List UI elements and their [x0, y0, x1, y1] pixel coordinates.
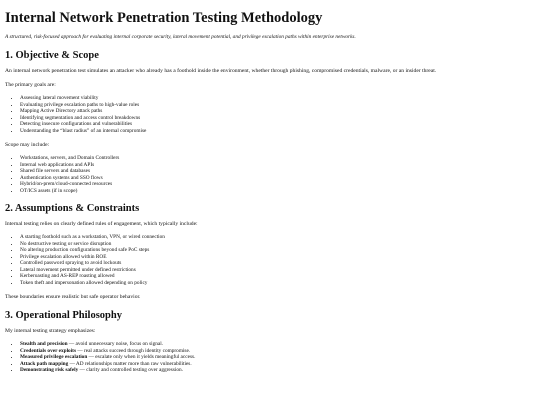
item-term: Credentials over exploits	[20, 347, 77, 354]
item-desc: — avoid unnecessary noise, focus on signal.	[67, 341, 164, 347]
list-item: • Lateral movement permitted under defined restrictions	[20, 267, 528, 274]
scope-intro: Scope may include:	[5, 142, 50, 148]
list-item	[20, 367, 528, 374]
item-term: Attack path mapping	[20, 360, 69, 367]
objective-intro: An internal network penetration test simulates an attacker who already has a foothold inside the environment, whether through phishing, compromised credentials, malware, or an insider threat.	[5, 68, 437, 74]
list-item: • Shared file servers and databases	[20, 168, 528, 175]
item-term: Demonstrating risk safely	[20, 367, 79, 373]
list-item: • Understanding the “blast radius” of an internal compromise	[20, 128, 528, 135]
list-item: • Kerberoasting and AS-REP roasting allowed	[20, 273, 528, 280]
list-item: • Workstations, servers, and Domain Controllers	[20, 155, 528, 162]
assumptions-outro: These boundaries ensure realistic but safe operator behavior.	[5, 294, 141, 300]
philosophy-list	[5, 341, 528, 374]
list-item: • Mapping Active Directory attack paths	[20, 108, 528, 115]
assumptions-list	[5, 234, 528, 286]
assumptions-intro: Internal testing relies on clearly defined rules of engagement, which typically include:	[5, 221, 198, 227]
list-item: • Controlled password spraying to avoid lockouts	[20, 260, 528, 267]
page-subtitle: A structured, risk-focused approach for evaluating internal corporate security, lateral movement potential, and privilege escalation paths within enterprise networks.	[5, 34, 356, 40]
list-item: • Identifying segmentation and access control breakdowns	[20, 115, 528, 122]
item-term: Stealth and precision	[20, 341, 68, 347]
section-heading-assumptions: 2. Assumptions & Constraints	[5, 203, 140, 214]
section-heading-objective: 1. Objective & Scope	[5, 50, 99, 61]
goals-intro: The primary goals are:	[5, 82, 56, 88]
item-desc: — clarity and controlled testing over aggression.	[78, 367, 183, 373]
page-title: Internal Network Penetration Testing Methodology	[5, 10, 323, 26]
list-item: • Token theft and impersonation allowed depending on policy	[20, 280, 528, 287]
list-item: • No destructive testing or service disruption	[20, 241, 528, 248]
list-item: • Internal web applications and APIs	[20, 162, 528, 169]
list-item: • No altering production configurations beyond safe PoC steps	[20, 247, 528, 254]
list-item: • A starting foothold such as a workstation, VPN, or wired connection	[20, 234, 528, 241]
item-term: Measured privilege escalation	[20, 354, 88, 360]
goals-list	[5, 95, 528, 134]
item-desc: — real attacks succeed through identity compromise.	[76, 347, 191, 354]
list-item: • Authentication systems and SSO flows	[20, 175, 528, 182]
list-item: • Assessing lateral movement viability	[20, 95, 528, 102]
list-item: • Hybrid/on-prem/cloud-connected resources	[20, 181, 528, 188]
philosophy-intro: My internal testing strategy emphasizes:	[5, 328, 96, 334]
list-item: • Privilege escalation allowed within ROE	[20, 254, 528, 261]
item-desc: — AD relationships matter more than raw vulnerabilities.	[68, 360, 192, 367]
section-heading-philosophy: 3. Operational Philosophy	[5, 310, 122, 321]
list-item: • Evaluating privilege escalation paths to high-value roles	[20, 102, 528, 109]
list-item: • OT/ICS assets (if in scope)	[20, 188, 528, 195]
item-desc: — escalate only when it yields meaningful access.	[87, 354, 196, 360]
list-item: • Detecting insecure configurations and vulnerabilities	[20, 121, 528, 128]
scope-list	[5, 155, 528, 194]
